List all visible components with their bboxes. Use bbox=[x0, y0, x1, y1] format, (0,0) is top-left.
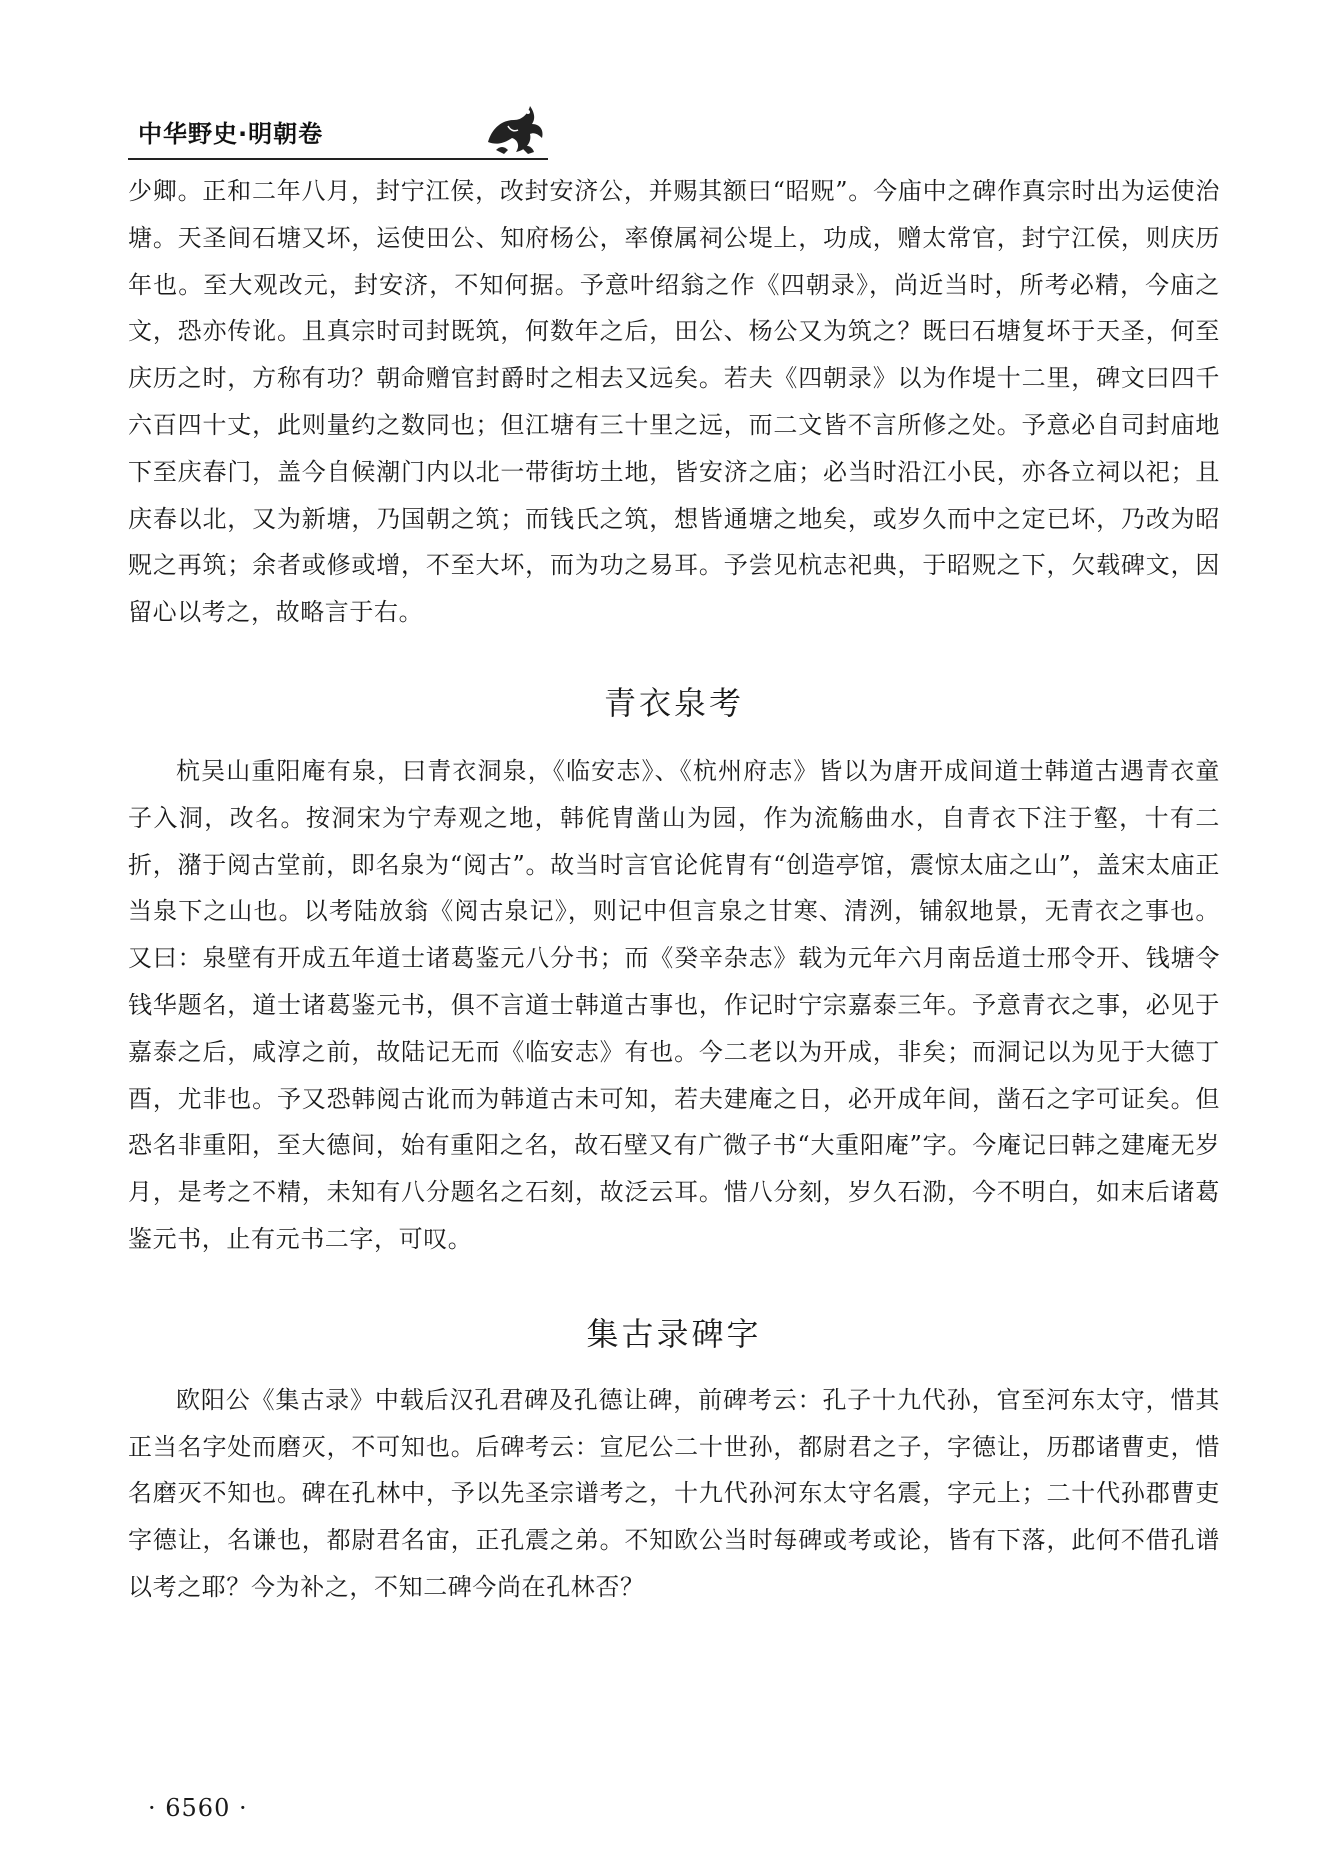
running-header bbox=[128, 98, 548, 158]
page-body bbox=[128, 168, 1220, 1611]
header-rule bbox=[128, 158, 548, 160]
dragon-emblem-icon bbox=[478, 98, 548, 158]
section-paragraph-qingyiquan: 杭吴山重阳庵有泉，曰青衣洞泉，《临安志》、《杭州府志》皆以为唐开成间道士韩道古遇青衣童子入洞，改名。按洞宋为宁寿观之地，韩侂胄凿山为园，作为流觞曲水，自青衣下注于壑，十有二折，潴于阅古堂前，即名泉为“阅古”。故当时言官论侂胄有“创造亭馆，震惊太庙之山”，盖宋太庙正当泉下之山也。以考陆放翁《阅古泉记》，则记中但言泉之甘寒、清洌，铺叙地景，无青衣之事也。又曰：泉壁有开成五年道士诸葛鉴元八分书；而《癸辛杂志》载为元年六月南岳道士邢令开、钱塘令钱华题名，道士诸葛鉴元书，俱不言道士韩道古事也，作记时宁宗嘉泰三年。予意青衣之事，必见于嘉泰之后，咸淳之前，故陆记无而《临安志》有也。今二老以为开成，非矣；而洞记以为见于大德丁酉，尤非也。予又恐韩阅古讹而为韩道古未可知，若夫建庵之日，必开成年间，凿石之字可证矣。但恐名非重阳，至大德间，始有重阳之名，故石壁又有广微子书“大重阳庵”字。今庵记曰韩之建庵无岁月，是考之不精，未知有八分题名之石刻，故泛云耳。惜八分刻，岁久石泐，今不明白，如末后诸葛鉴元书，止有元书二字，可叹。 bbox=[128, 756, 1220, 1253]
paragraph-top: 少卿。正和二年八月，封宁江侯，改封安济公，并赐其额曰“昭贶”。今庙中之碑作真宗时出为运使治塘。天圣间石塘又坏，运使田公、知府杨公，率僚属祠公堤上，功成，赠太常官，封宁江侯，则庆历年也。至大观改元，封安济，不知何据。予意叶绍翁之作《四朝录》，尚近当时，所考必精，今庙之文，恐亦传讹。且真宗时司封既筑，何数年之后，田公、杨公又为筑之？既曰石塘复坏于天圣，何至庆历之时，方称有功？朝命赠官封爵时之相去又远矣。若夫《四朝录》以为作堤十二里，碑文曰四千六百四十丈，此则量约之数同也；但江塘有三十里之远，而二文皆不言所修之处。予意必自司封庙地下至庆春门，盖今自候潮门内以北一带街坊土地，皆安济之庙；必当时沿江小民，亦各立祠以祀；且庆春以北，又为新塘，乃国朝之筑；而钱氏之筑，想皆通塘之地矣，或岁久而中之定已坏，乃改为昭贶之再筑；余者或修或增，不至大坏，而为功之易耳。予尝见杭志祀典，于昭贶之下，欠载碑文，因留心以考之，故略言于右。 bbox=[128, 177, 1220, 627]
section-title-qingyiquan: 青衣泉考 bbox=[603, 683, 744, 722]
section-paragraph-jiguluo: 欧阳公《集古录》中载后汉孔君碑及孔德让碑，前碑考云：孔子十九代孙，官至河东太守，惜其正当名字处而磨灭，不可知也。后碑考云：宣尼公二十世孙，都尉君之子，字德让，历郡诸曹吏，惜名磨灭不知也。碑在孔林中，予以先圣宗谱考之，十九代孙河东太守名震，字元上；二十代孙郡曹吏字德让，名谦也，都尉君名宙，正孔震之弟。不知欧公当时每碑或考或论，皆有下落，此何不借孔谱以考之耶？今为补之，不知二碑今尚在孔林否？ bbox=[128, 1385, 1220, 1601]
book-title: 中华野史·明朝卷 bbox=[138, 120, 324, 148]
section-title-jiguluo: 集古录碑字 bbox=[586, 1314, 762, 1353]
page-number: · 6560 · bbox=[148, 1794, 248, 1822]
